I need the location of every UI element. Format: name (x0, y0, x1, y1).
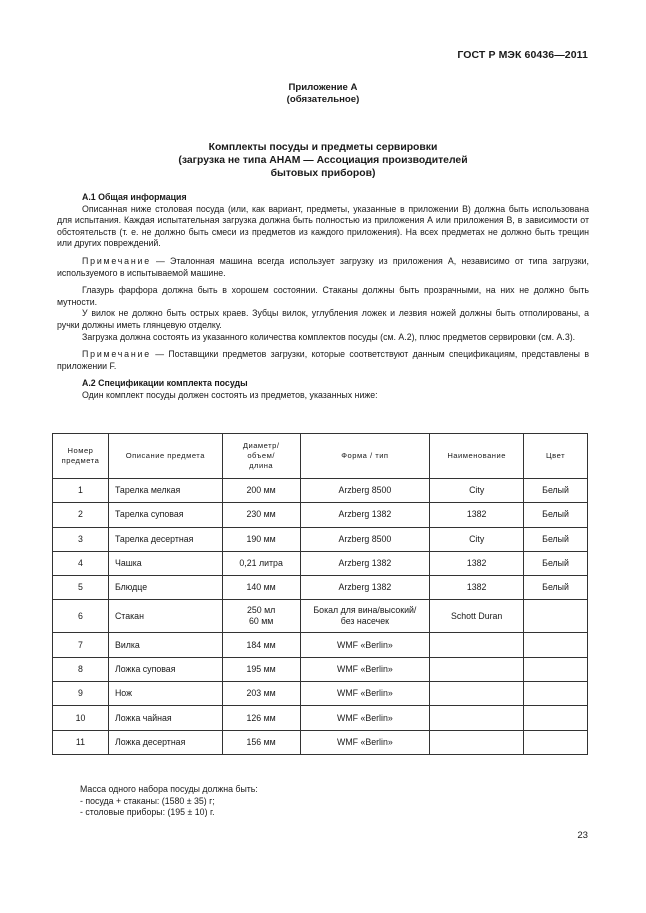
table-row (53, 576, 588, 600)
annex-status: (обязательное) (286, 94, 360, 105)
table-cell: Чашка (108, 551, 222, 575)
table-cell: Тарелка десертная (108, 527, 222, 551)
table-cell: Блюдце (108, 576, 222, 600)
table-cell: Arzberg 8500 (300, 479, 430, 503)
table-cell: WMF «Berlin» (300, 657, 430, 681)
paragraph-load: Загрузка должна состоять из указанного количества комплектов посуды (см. А.2), плюс предметов сервировки (см. А.3). (82, 331, 576, 342)
header-name: Наименование (430, 434, 524, 479)
table-cell: WMF «Berlin» (300, 706, 430, 730)
table-cell: 190 мм (222, 527, 300, 551)
table-cell: 156 мм (222, 730, 300, 754)
table-cell: Белый (524, 479, 588, 503)
section-a2-intro: Один комплект посуды должен состоять из предметов, указанных ниже: (82, 389, 378, 400)
table-row (53, 730, 588, 754)
table-cell: WMF «Berlin» (300, 633, 430, 657)
table-cell: 2 (53, 503, 109, 527)
table-cell: Белый (524, 503, 588, 527)
table-cell: WMF «Berlin» (300, 682, 430, 706)
table-cell: Тарелка мелкая (108, 479, 222, 503)
table-cell (524, 682, 588, 706)
table-cell: 7 (53, 633, 109, 657)
title-line-1: Комплекты посуды и предметы сервировки (208, 142, 438, 153)
document-code: ГОСТ Р МЭК 60436—2011 (457, 49, 588, 61)
table-cell: Тарелка суповая (108, 503, 222, 527)
body-text (57, 192, 589, 402)
table-cell: 250 мл 60 мм (222, 600, 300, 633)
mass-cutlery: - столовые приборы: (195 ± 10) г. (80, 807, 215, 818)
paragraph-forks: У вилок не должно быть острых краев. Зубцы вилок, углубления ложек и лезвия ножей должны быть отполированы, а ручки должны иметь глянцевую отделку. (57, 308, 589, 330)
table-cell: 1382 (430, 503, 524, 527)
table-cell: 200 мм (222, 479, 300, 503)
table-cell: 1382 (430, 576, 524, 600)
annex-title: Приложение А (288, 82, 358, 93)
table-cell: 6 (53, 600, 109, 633)
table-cell (430, 633, 524, 657)
note-1 (57, 256, 589, 279)
section-a1-heading: А.1 Общая информация (82, 192, 187, 202)
table-cell: Белый (524, 576, 588, 600)
table-cell (524, 657, 588, 681)
table-cell (430, 730, 524, 754)
note-2-label: Примечание (82, 349, 151, 360)
table-cell: Arzberg 1382 (300, 503, 430, 527)
table-cell: Стакан (108, 600, 222, 633)
table-cell: 126 мм (222, 706, 300, 730)
table-row (53, 657, 588, 681)
table-cell: City (430, 479, 524, 503)
table-cell: 184 мм (222, 633, 300, 657)
items-table (52, 433, 588, 755)
table-row (53, 527, 588, 551)
table-cell: Arzberg 8500 (300, 527, 430, 551)
table-cell: 140 мм (222, 576, 300, 600)
header-dimension: Диаметр/ объем/ длина (222, 434, 300, 479)
table-cell: 5 (53, 576, 109, 600)
note-1-text: — Эталонная машина всегда использует загрузку из приложения А, независимо от типа загрузки, используемого в испытываемой машине. (57, 255, 589, 278)
header-color: Цвет (524, 434, 588, 479)
table-cell: 4 (53, 551, 109, 575)
table-row (53, 633, 588, 657)
table-cell: Белый (524, 551, 588, 575)
table-cell: 195 мм (222, 657, 300, 681)
section-a2-heading: А.2 Спецификации комплекта посуды (82, 378, 248, 389)
table-cell: 1 (53, 479, 109, 503)
table-cell: Бокал для вина/высокий/ без насечек (300, 600, 430, 633)
table-cell: Белый (524, 527, 588, 551)
table-cell: 8 (53, 657, 109, 681)
table-cell (524, 706, 588, 730)
paragraph-glaze: Глазурь фарфора должна быть в хорошем состоянии. Стаканы должны быть прозрачными, на них не должно быть мутности. (57, 285, 589, 307)
table-row (53, 706, 588, 730)
table-cell: 3 (53, 527, 109, 551)
mass-dishes: - посуда + стаканы: (1580 ± 35) г; (80, 795, 215, 806)
table-cell: 11 (53, 730, 109, 754)
note-2 (57, 349, 589, 372)
mass-requirements (80, 784, 258, 819)
table-row (53, 479, 588, 503)
table-cell: Вилка (108, 633, 222, 657)
header-form-type: Форма / тип (300, 434, 430, 479)
page-title (0, 141, 646, 180)
table-cell: 9 (53, 682, 109, 706)
table-cell (524, 730, 588, 754)
header-item-number: Номер предмета (53, 434, 109, 479)
table-cell: City (430, 527, 524, 551)
table-cell: 0,21 литра (222, 551, 300, 575)
table-header-row (53, 434, 588, 479)
table-cell (430, 682, 524, 706)
header-description: Описание предмета (108, 434, 222, 479)
title-line-3: бытовых приборов) (270, 168, 376, 179)
page-number: 23 (577, 830, 588, 841)
table-row (53, 503, 588, 527)
annex-heading (0, 82, 646, 106)
table-row (53, 682, 588, 706)
table-row (53, 551, 588, 575)
table-cell: Arzberg 1382 (300, 576, 430, 600)
table-cell: Нож (108, 682, 222, 706)
title-line-2: (загрузка не типа AHAM — Ассоциация производителей (178, 155, 468, 166)
table-cell: Ложка суповая (108, 657, 222, 681)
paragraph-general: Описанная ниже столовая посуда (или, как вариант, предметы, указанные в приложении В) должна быть использована для испытания. Каждая испытательная загрузка должна быть полностью из приложения А или приложения В, в зависимости от обстоятельств (т. е. не должно быть смеси из предметов из каждого приложения). На всех предметах не должно быть трещин или других повреждений. (57, 203, 589, 249)
table-cell: 10 (53, 706, 109, 730)
table-cell (524, 633, 588, 657)
note-2-text: — Поставщики предметов загрузки, которые соответствуют данным спецификациям, представлены в приложении F. (57, 349, 589, 371)
table-cell (430, 657, 524, 681)
table-row (53, 600, 588, 633)
note-1-label: Примечание (82, 255, 151, 266)
table-cell (430, 706, 524, 730)
table-cell: Arzberg 1382 (300, 551, 430, 575)
table-cell: Ложка десертная (108, 730, 222, 754)
mass-intro: Масса одного набора посуды должна быть: (80, 784, 258, 794)
table-cell (524, 600, 588, 633)
table-cell: WMF «Berlin» (300, 730, 430, 754)
table-cell: Ложка чайная (108, 706, 222, 730)
table-cell: Schott Duran (430, 600, 524, 633)
table-cell: 1382 (430, 551, 524, 575)
table-cell: 230 мм (222, 503, 300, 527)
table-cell: 203 мм (222, 682, 300, 706)
